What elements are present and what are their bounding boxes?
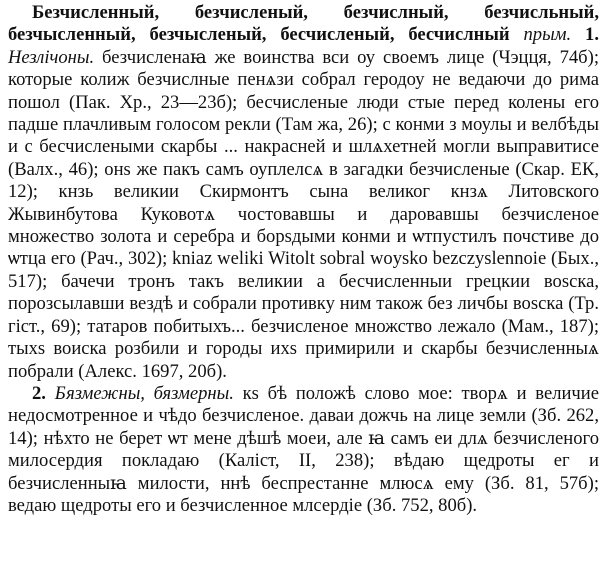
sense-1-number: 1.	[585, 24, 599, 46]
dictionary-entry	[8, 2, 599, 517]
sense-1-gloss: Незлічоны.	[8, 46, 95, 68]
sense-1-text: безчисленаꙗ же воинства вси оу своемъ лице (Чэцця, 74б); которые колиж безчислные пенѧзи собрал геродоу не ведаючи до рима пошол (Пак. Хр., 23—23б); бесчисленые люди стые перед колены его падше плачливым голосом рекли (Там жа, 26); с конми з моулы и велбѣды и с бесчислеными скарбы ... накрасней и шлѧхетней могли выправитисе (Валх., 46); онѕ же пакъ самъ оуплелсѧ в загадки безчисленые (Скар. ЕК, 12); кнзь великии Скирмонтъ сына великог кнзѧ Литовского Жывинбутова Куковотѧ чостовавшы и даровавшы безчисленое множество золота и серебра и борѕдыми конми и ѡтпустилъ почстиве до ѡтца его (Рач., 302); kniaz weliki Witolt sobral woysko bezczyslennoie (Бых., 517); бачечи тронъ такъ великии а бесчисленныи грецкии воѕска, порозсылавши вездѣ и собрали противку ним також без личбы воѕска (Тр. гіст., 69); татаров побитыхъ... безчисленое множство лежало (Мам., 187); тыхѕ воиска розбили и городы ихѕ примирили и скарбы безчисленныѧ побрали (Алекс. 1697, 20б).	[8, 46, 599, 382]
sense-2-paragraph	[8, 383, 599, 517]
sense-1-paragraph	[8, 2, 599, 383]
entry-headwords: Безчисленный, безчисленый, безчислный, безчисльный, безчысленный, безчысленый, бесчисленый, бесчислный	[8, 2, 599, 46]
part-of-speech: прым.	[523, 24, 572, 46]
sense-2-gloss: Бязмежны, бязмерны.	[54, 382, 234, 404]
sense-2-text: кѕ бѣ положѣ слово мое: творѧ и величие недосмотренное и чѣдо безчисленое. даваи дожчь на лице земли (Зб. 262, 14); нѣхто не берет ѡт мене дѣшѣ моеи, але ꙗ самъ еи длѧ безчисленого милосердия покладаю (Каліст, II, 238); вѣдаю щедроты ег и безчисленныꙗ милости, ннѣ беспрестанне млюсѧ ему (Зб. 81, 57б); ведаю щедроты его и безчисленное млсердіе (Зб. 752, 80б).	[8, 382, 599, 516]
sense-2-number: 2.	[32, 382, 46, 404]
